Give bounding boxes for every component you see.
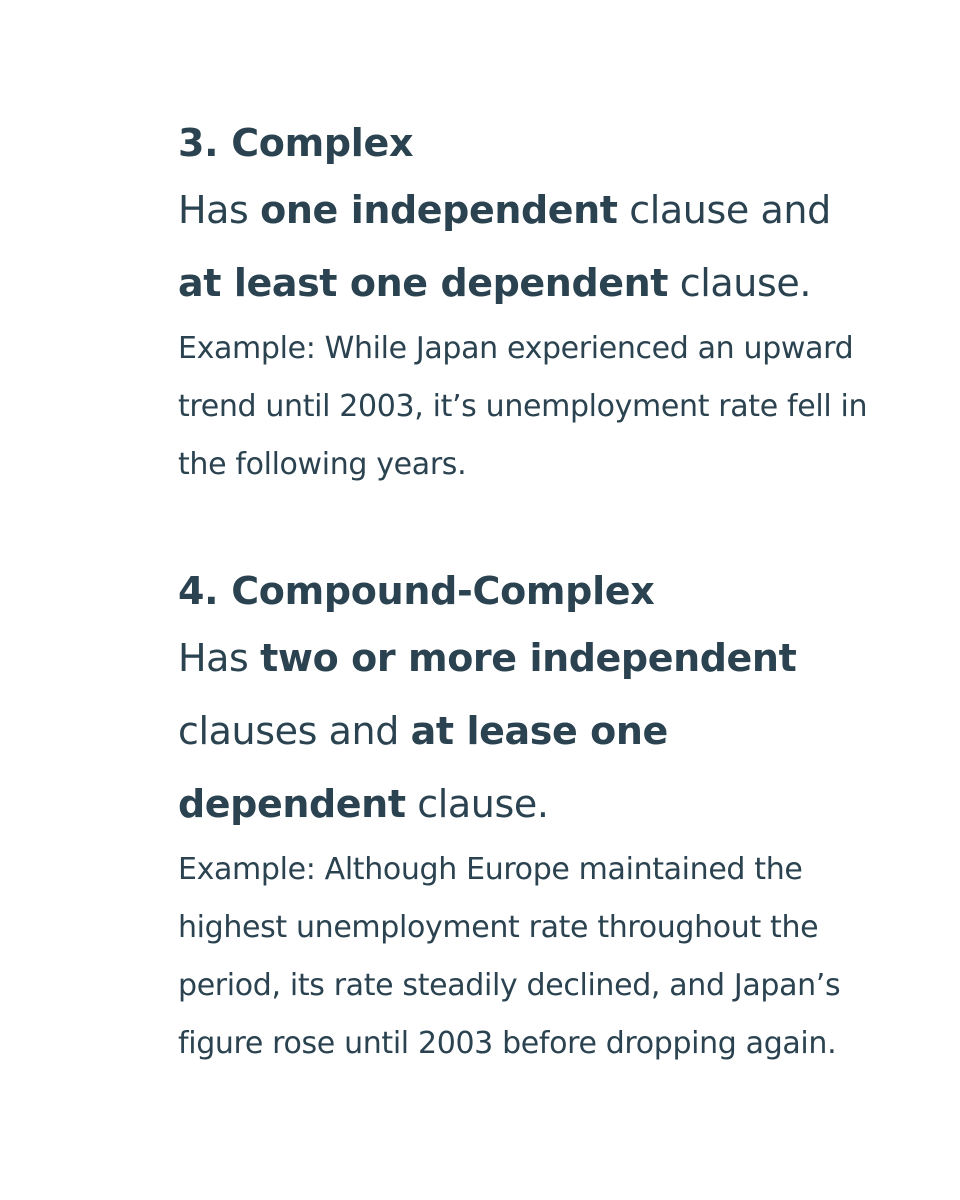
section-title-complex: 3. Complex (178, 121, 414, 165)
definition-emphasis-dependent: at lease one dependent (178, 709, 668, 826)
definition-suffix: clause. (668, 261, 812, 305)
definition-middle: clauses and (178, 709, 411, 753)
section-complex (178, 112, 878, 494)
definition-prefix: Has (178, 636, 261, 680)
example-compound-complex: Example: Although Europe maintained the highest unemployment rate throughout the period, its rate steadily declined, and Japan’s figure rose until 2003 before dropping again. (178, 852, 841, 1061)
definition-emphasis-dependent: at least one dependent (178, 261, 669, 305)
example-complex: Example: While Japan experienced an upward trend until 2003, it’s unemployment rate fell in the following years. (178, 331, 868, 482)
definition-complex (178, 174, 878, 320)
definition-suffix: clause. (405, 782, 549, 826)
definition-emphasis-independent: two or more independent (260, 636, 797, 680)
definition-middle: clause and (617, 188, 831, 232)
definition-prefix: Has (178, 188, 261, 232)
document-content (178, 112, 878, 1073)
section-title-compound-complex: 4. Compound-Complex (178, 569, 655, 613)
definition-compound-complex (178, 622, 878, 841)
definition-emphasis-independent: one independent (260, 188, 618, 232)
section-compound-complex (178, 560, 878, 1073)
